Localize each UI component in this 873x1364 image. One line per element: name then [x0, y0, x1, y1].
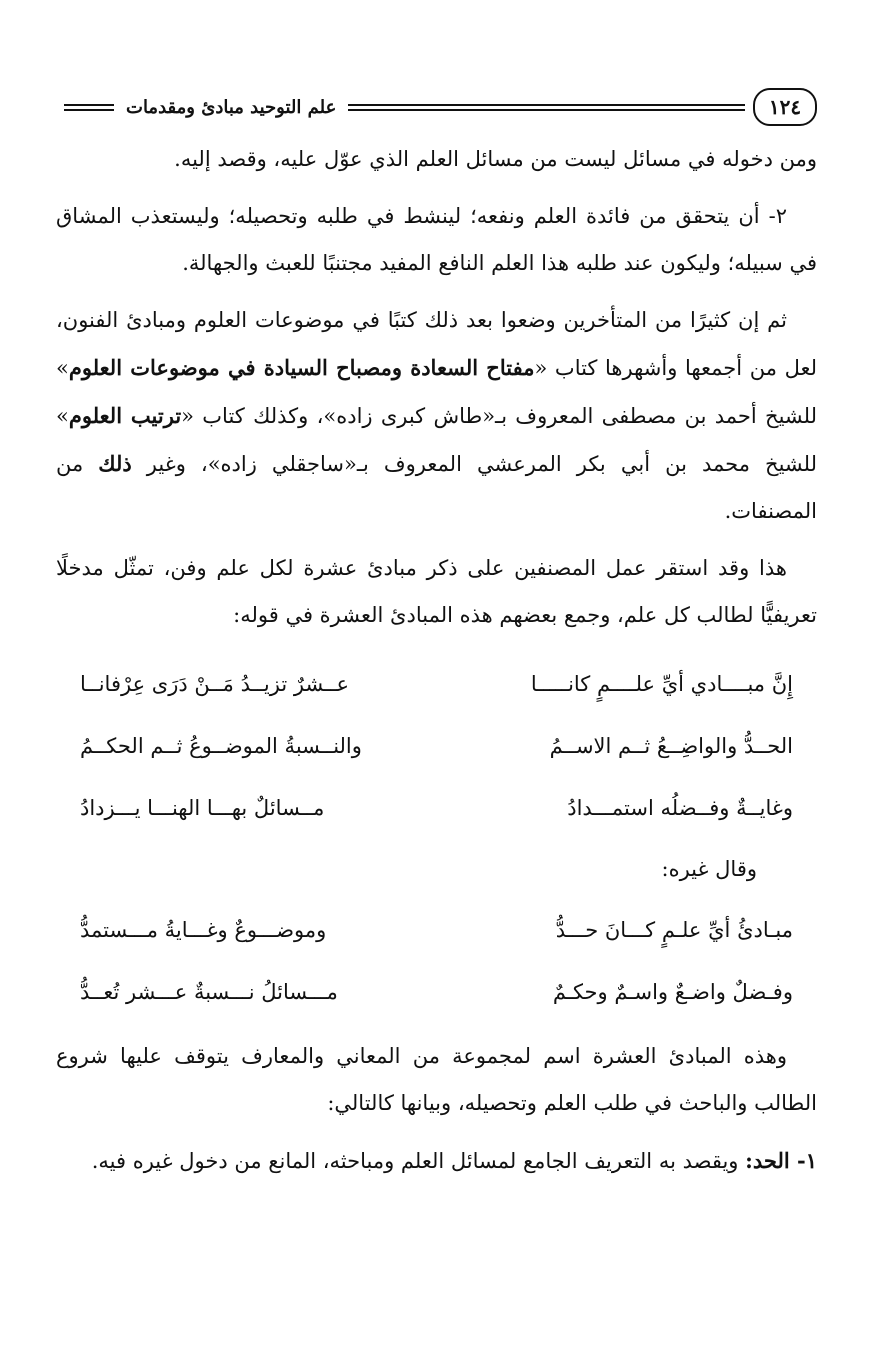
paragraph-books: ثم إن كثيرًا من المتأخرين وضعوا بعد ذلك كتبًا في موضوعات العلوم ومبادئ الفنون، لعل من أجمعها وأشهرها كتاب «مفتاح السعادة ومصباح السيادة في موضوعات العلوم» للشيخ أحمد بن مصطفى المعروف بـ«طاش كبرى زاده»، وكذلك كتاب «ترتيب العلوم» للشيخ محمد بن أبي بكر المرعشي المعروف بـ«ساجقلي زاده»، وغير ذلك من المصنفات.: [56, 308, 817, 523]
book-page: [56, 84, 817, 1185]
book-title-miftah: مفتاح السعادة ومصباح السيادة في موضوعات العلوم: [68, 355, 535, 380]
verse-line: وغايــةٌ وفــضلُه استمـــدادُ مــسائلٌ بهـــا الهنـــا يـــزدادُ: [80, 796, 793, 820]
paragraph-definition: ١- الحد: ويقصد به التعريف الجامع لمسائل العلم ومباحثه، المانع من دخول غيره فيه.: [91, 1148, 817, 1173]
book-title-tartib: ترتيب العلوم: [68, 403, 182, 428]
page-header: [56, 84, 817, 130]
header-rule: [348, 104, 745, 111]
page-number: ١٢٤: [753, 88, 817, 126]
poem-first: [56, 653, 817, 839]
verse-line: مبـادئُ أيِّ علـمٍ كـــانَ حـــدُّ وموضـــوعٌ وغـــايةُ مـــستمدُّ: [80, 918, 793, 942]
running-title: علم التوحيد مبادئ ومقدمات: [126, 96, 337, 118]
term-label: ١- الحد:: [745, 1148, 817, 1173]
poem-intro: وقال غيره:: [661, 857, 757, 881]
paragraph-explanation: وهذه المبادئ العشرة اسم لمجموعة من المعاني والمعارف يتوقف عليها شروع الطالب والباحث في طلب العلم وتحصيله، وبيانها كالتالي:: [56, 1044, 817, 1115]
header-rule-end: [64, 104, 114, 111]
paragraph-continuation: ومن دخوله في مسائل ليست من مسائل العلم الذي عوّل عليه، وقصد إليه.: [174, 147, 817, 171]
paragraph-ten-principles: هذا وقد استقر عمل المصنفين على ذكر مبادئ عشرة لكل علم وفن، تمثّل مدخلًا تعريفيًّا لطالب كل علم، وجمع بعضهم هذه المبادئ العشرة في قوله:: [56, 556, 817, 627]
verse-line: الحــدُّ والواضِــعُ ثــم الاســمُ والنــسبةُ الموضــوعُ ثــم الحكــمُ: [80, 734, 793, 758]
paragraph-point-2: ٢- أن يتحقق من فائدة العلم ونفعه؛ لينشط في طلبه وتحصيله؛ وليستعذب المشاق في سبيله؛ وليكون عند طلبه هذا العلم النافع المفيد مجتنبًا للعبث والجهالة.: [56, 204, 817, 275]
poem-second: [56, 899, 817, 1023]
verse-line: وفـضلٌ واضـعٌ واسـمٌ وحكـمٌ مـــسائلُ نـــسبةٌ عـــشر تُعــدُّ: [80, 980, 793, 1004]
verse-line: إِنَّ مبــــادي أيِّ علــــمٍ كانـــــا عــشرٌ تزيــدُ مَــنْ دَرَى عِرْفانــا: [80, 672, 793, 696]
